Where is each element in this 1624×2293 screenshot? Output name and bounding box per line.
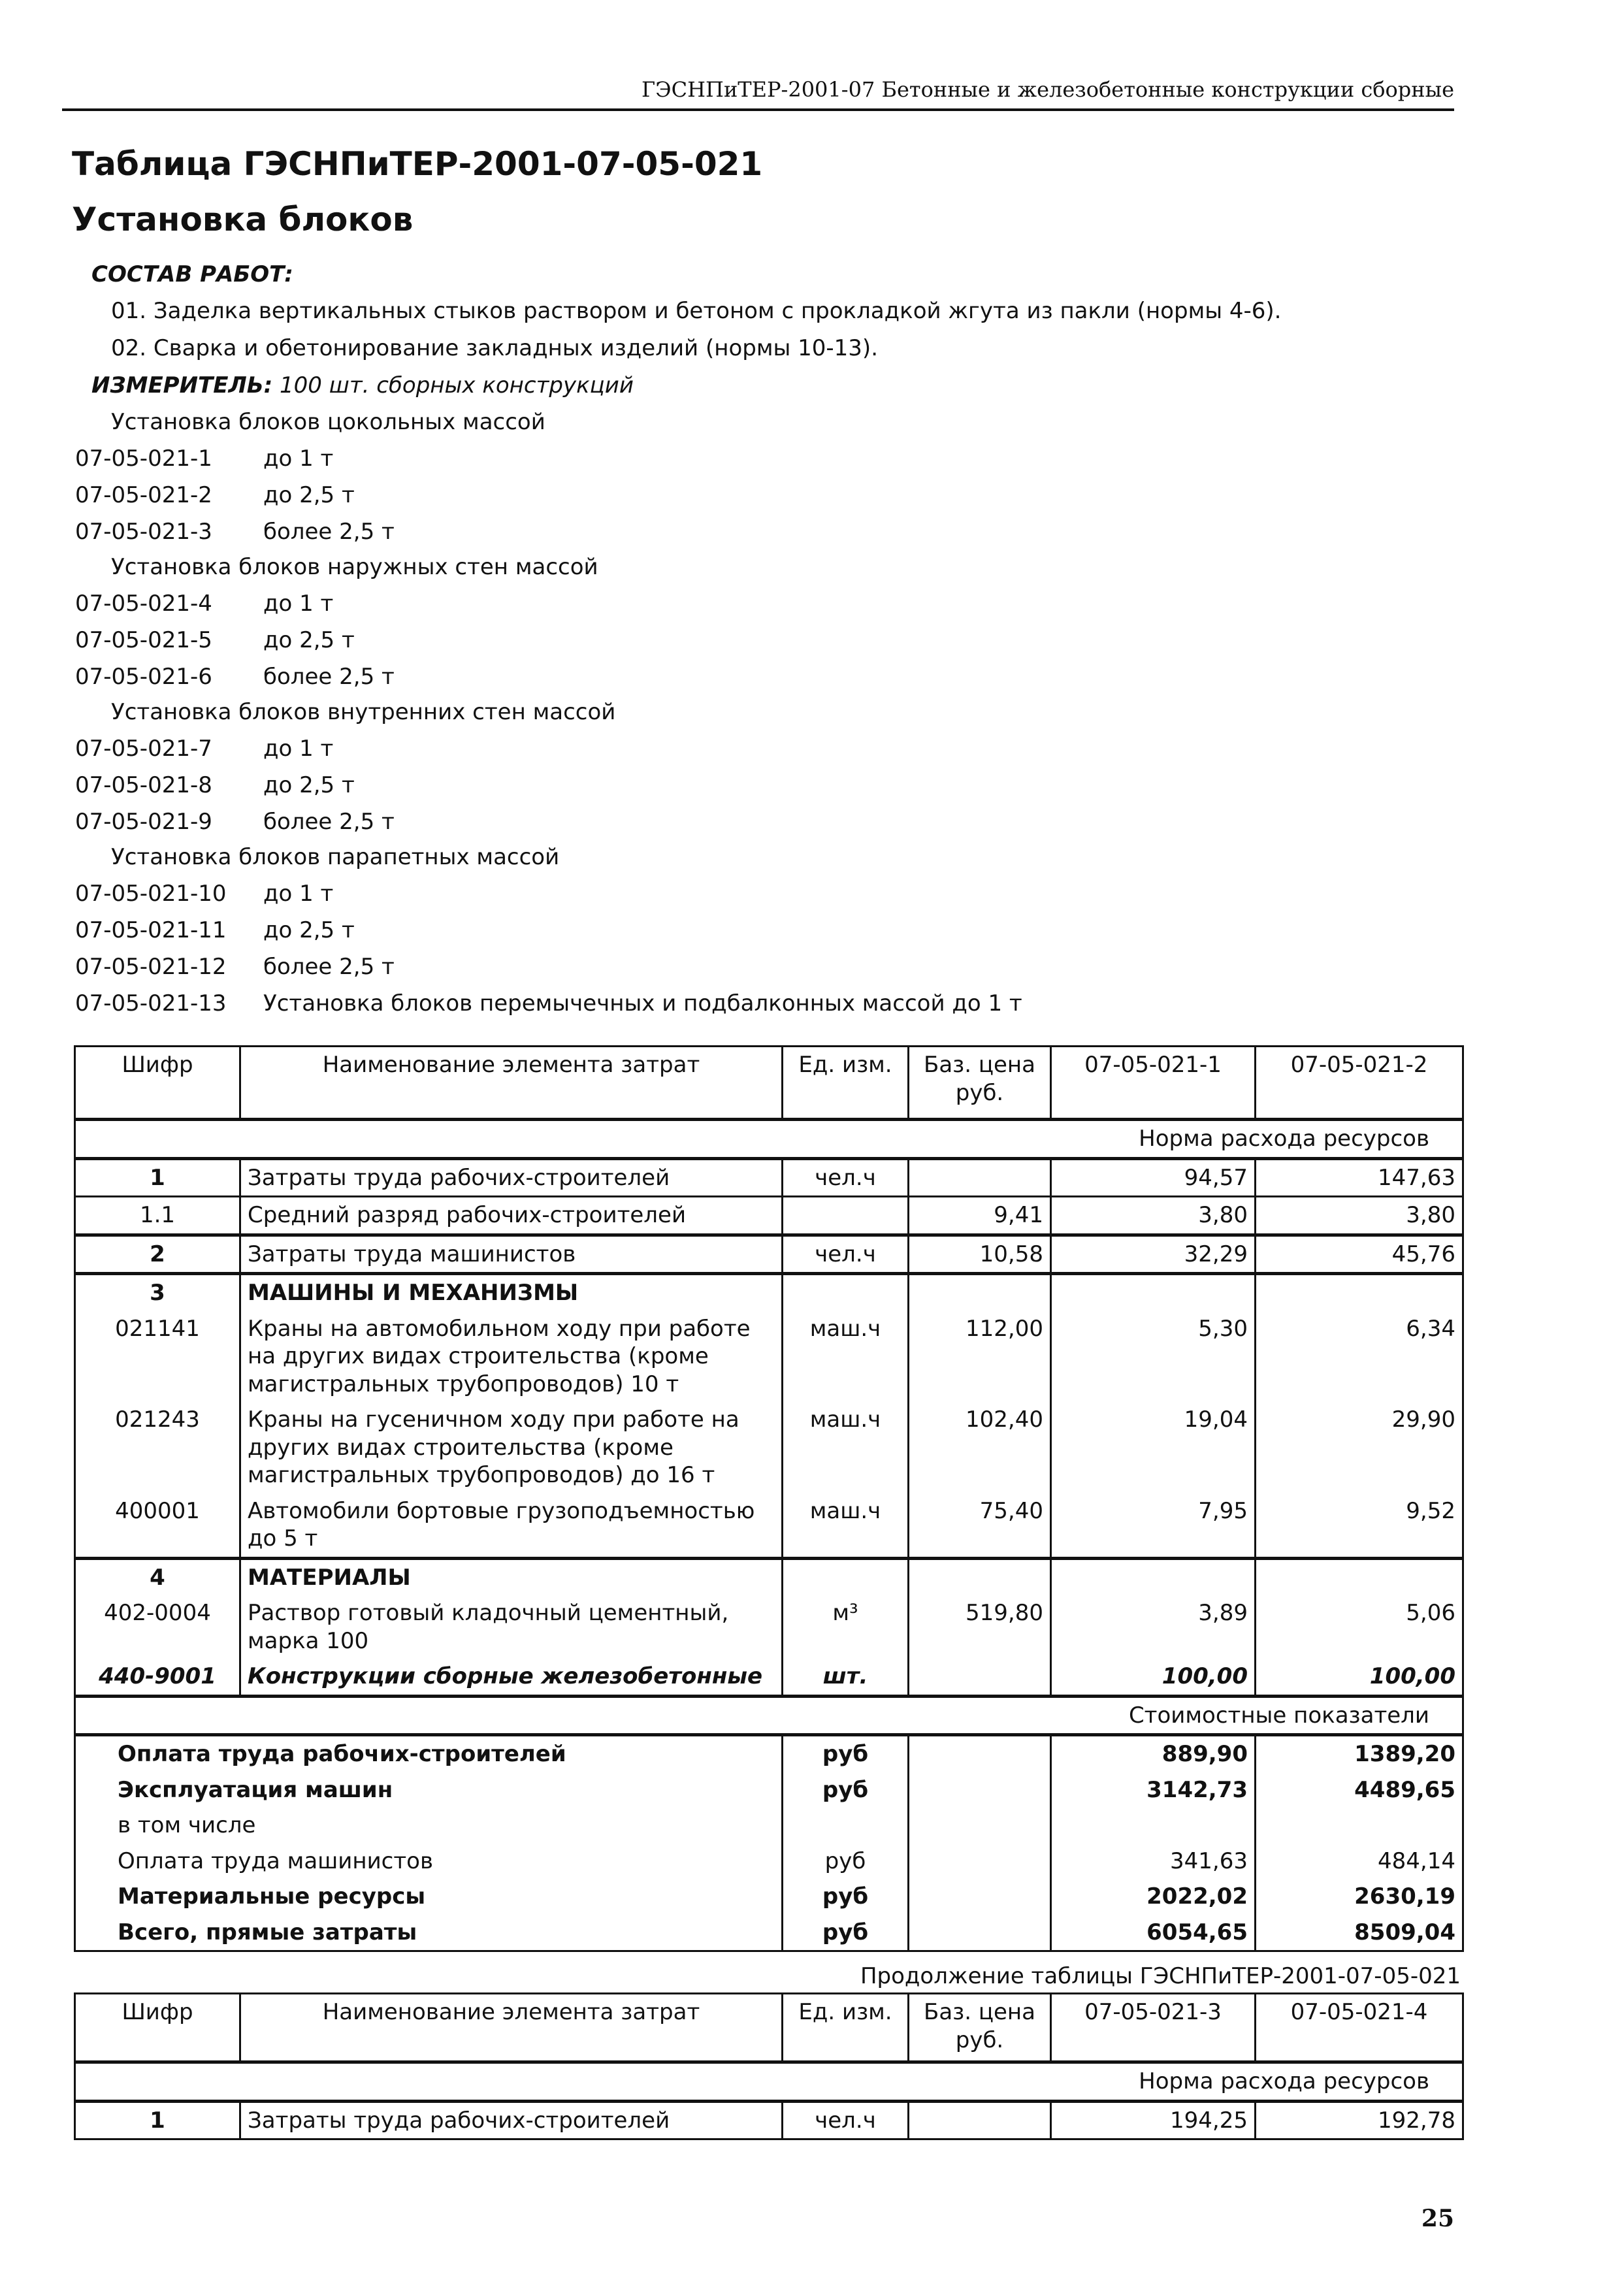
- row-value-1: 3,89: [1051, 1595, 1256, 1659]
- row-price: 519,80: [909, 1595, 1051, 1659]
- empty-cell: [909, 1274, 1051, 1311]
- cost-name: в том числе: [75, 1808, 783, 1844]
- table-row: [75, 1659, 1463, 1696]
- empty-cell: [909, 1772, 1051, 1808]
- empty-cell: [783, 1808, 909, 1844]
- table-row: [75, 1311, 1463, 1403]
- col-header-norm-2: 07-05-021-4: [1256, 1994, 1463, 2062]
- table-row: [75, 1197, 1463, 1235]
- table-row: [75, 1402, 1463, 1493]
- table-header-row: [75, 1994, 1463, 2062]
- empty-cell: [909, 1879, 1051, 1915]
- norm-desc: до 2,5 т: [263, 917, 355, 943]
- cost-row: [75, 1808, 1463, 1844]
- row-name: Краны на гусеничном ходу при работе на других видах строительства (кроме магистральных трубопроводов) до 16 т: [240, 1402, 783, 1493]
- cost-label-row: [75, 1696, 1463, 1735]
- cost-name: Оплата труда рабочих-строителей: [75, 1735, 783, 1772]
- empty-cell: [909, 1558, 1051, 1595]
- group-row: [75, 1274, 1463, 1311]
- norm-desc: Установка блоков перемычечных и подбалконных массой до 1 т: [263, 990, 1022, 1016]
- measure-value: 100 шт. сборных конструкций: [280, 372, 634, 398]
- header-rule: [62, 108, 1454, 111]
- row-code: 021141: [75, 1311, 240, 1403]
- cost-value-2: 4489,65: [1256, 1772, 1463, 1808]
- cost-value-1: 889,90: [1051, 1735, 1256, 1772]
- row-price: [909, 1158, 1051, 1197]
- row-value-1: 94,57: [1051, 1158, 1256, 1197]
- row-unit: маш.ч: [783, 1311, 909, 1403]
- cost-value-2: 2630,19: [1256, 1879, 1463, 1915]
- row-name: Затраты труда машинистов: [240, 1235, 783, 1274]
- row-value-2: 147,63: [1256, 1158, 1463, 1197]
- continuation-caption: Продолжение таблицы ГЭСНПиТЕР-2001-07-05-021: [860, 1963, 1461, 1989]
- table-subtitle: Установка блоков: [72, 201, 414, 238]
- group-title: МАТЕРИАЛЫ: [240, 1558, 783, 1595]
- col-header-norm-1: 07-05-021-3: [1051, 1994, 1256, 2062]
- cost-value-2: 8509,04: [1256, 1915, 1463, 1951]
- row-value-1: 100,00: [1051, 1659, 1256, 1696]
- row-code: 400001: [75, 1493, 240, 1559]
- norm-code: 07-05-021-13: [75, 990, 227, 1016]
- table-header-row: [75, 1047, 1463, 1120]
- work-item: 01. Заделка вертикальных стыков раствором и бетоном с прокладкой жгута из пакли (нормы 4-6).: [111, 298, 1282, 324]
- section-title: Установка блоков парапетных массой: [111, 844, 560, 870]
- row-value-2: 45,76: [1256, 1235, 1463, 1274]
- table-row: [75, 1493, 1463, 1559]
- col-header-name: Наименование элемента затрат: [240, 1047, 783, 1120]
- table-row: [75, 1158, 1463, 1197]
- row-value-2: 100,00: [1256, 1659, 1463, 1696]
- row-name: Затраты труда рабочих-строителей: [240, 1158, 783, 1197]
- row-name: Раствор готовый кладочный цементный, марка 100: [240, 1595, 783, 1659]
- cost-unit: руб: [783, 1879, 909, 1915]
- norm-desc: более 2,5 т: [263, 519, 395, 545]
- row-code: 2: [75, 1235, 240, 1274]
- cost-unit: руб: [783, 1844, 909, 1879]
- row-unit: маш.ч: [783, 1402, 909, 1493]
- norm-desc: более 2,5 т: [263, 809, 395, 835]
- row-unit: м³: [783, 1595, 909, 1659]
- cost-value-1: 2022,02: [1051, 1879, 1256, 1915]
- section-title: Установка блоков внутренних стен массой: [111, 699, 616, 725]
- row-name: Конструкции сборные железобетонные: [240, 1659, 783, 1696]
- cost-row: [75, 1844, 1463, 1879]
- col-header-unit: Ед. изм.: [783, 1047, 909, 1120]
- norm-code: 07-05-021-7: [75, 736, 212, 762]
- norm-desc: более 2,5 т: [263, 664, 395, 690]
- group-row: [75, 1558, 1463, 1595]
- row-price: [909, 1659, 1051, 1696]
- cost-unit: руб: [783, 1915, 909, 1951]
- cost-value-1: 3142,73: [1051, 1772, 1256, 1808]
- norma-row: [75, 1120, 1463, 1159]
- row-value-1: 32,29: [1051, 1235, 1256, 1274]
- norm-code: 07-05-021-8: [75, 772, 212, 798]
- norm-code: 07-05-021-11: [75, 917, 227, 943]
- norm-code: 07-05-021-10: [75, 881, 227, 907]
- table-row: [75, 2101, 1463, 2139]
- cost-label: Стоимостные показатели: [75, 1696, 1463, 1735]
- cost-unit: руб: [783, 1735, 909, 1772]
- row-price: 75,40: [909, 1493, 1051, 1559]
- norm-desc: до 1 т: [263, 881, 334, 907]
- row-price: 112,00: [909, 1311, 1051, 1403]
- running-header: ГЭСНПиТЕР-2001-07 Бетонные и железобетонные конструкции сборные: [641, 77, 1454, 102]
- cost-unit: руб: [783, 1772, 909, 1808]
- measure-label: ИЗМЕРИТЕЛЬ:: [91, 372, 273, 398]
- norm-desc: до 2,5 т: [263, 482, 355, 508]
- cost-name: Всего, прямые затраты: [75, 1915, 783, 1951]
- row-unit: маш.ч: [783, 1493, 909, 1559]
- empty-cell: [1256, 1274, 1463, 1311]
- col-header-price: Баз. цена руб.: [909, 1994, 1051, 2062]
- norma-label: Норма расхода ресурсов: [75, 2062, 1463, 2102]
- cost-value-1: 341,63: [1051, 1844, 1256, 1879]
- row-price: 9,41: [909, 1197, 1051, 1235]
- cost-name: Оплата труда машинистов: [75, 1844, 783, 1879]
- row-code: 021243: [75, 1402, 240, 1493]
- empty-cell: [783, 1274, 909, 1311]
- table-row: [75, 1595, 1463, 1659]
- norm-desc: до 1 т: [263, 446, 334, 472]
- col-header-shifr: Шифр: [75, 1994, 240, 2062]
- row-value-2: 5,06: [1256, 1595, 1463, 1659]
- norm-desc: более 2,5 т: [263, 954, 395, 980]
- norm-desc: до 1 т: [263, 591, 334, 617]
- norm-desc: до 2,5 т: [263, 627, 355, 653]
- empty-cell: [783, 1558, 909, 1595]
- col-header-norm-1: 07-05-021-1: [1051, 1047, 1256, 1120]
- cost-row: [75, 1915, 1463, 1951]
- cost-row: [75, 1879, 1463, 1915]
- cost-row: [75, 1735, 1463, 1772]
- row-value-1: 19,04: [1051, 1402, 1256, 1493]
- row-value-2: 192,78: [1256, 2101, 1463, 2139]
- measure-line: [91, 372, 634, 398]
- col-header-unit: Ед. изм.: [783, 1994, 909, 2062]
- empty-cell: [909, 1735, 1051, 1772]
- row-unit: чел.ч: [783, 1158, 909, 1197]
- cost-value-2: 484,14: [1256, 1844, 1463, 1879]
- cost-row: [75, 1772, 1463, 1808]
- row-value-2: 29,90: [1256, 1402, 1463, 1493]
- resource-table-continued: [74, 1992, 1464, 2140]
- col-header-shifr: Шифр: [75, 1047, 240, 1120]
- row-code: 3: [75, 1274, 240, 1311]
- row-value-2: 3,80: [1256, 1197, 1463, 1235]
- row-code: 1.1: [75, 1197, 240, 1235]
- row-price: 10,58: [909, 1235, 1051, 1274]
- row-code: 440-9001: [75, 1659, 240, 1696]
- row-code: 1: [75, 1158, 240, 1197]
- cost-name: Эксплуатация машин: [75, 1772, 783, 1808]
- row-price: 102,40: [909, 1402, 1051, 1493]
- row-unit: чел.ч: [783, 1235, 909, 1274]
- col-header-norm-2: 07-05-021-2: [1256, 1047, 1463, 1120]
- table-title: Таблица ГЭСНПиТЕР-2001-07-05-021: [72, 145, 763, 183]
- cost-name: Материальные ресурсы: [75, 1879, 783, 1915]
- empty-cell: [1051, 1558, 1256, 1595]
- norm-code: 07-05-021-6: [75, 664, 212, 690]
- section-title: Установка блоков наружных стен массой: [111, 554, 598, 580]
- empty-cell: [909, 1844, 1051, 1879]
- empty-cell: [1256, 1808, 1463, 1844]
- row-value-1: 3,80: [1051, 1197, 1256, 1235]
- table-row: [75, 1235, 1463, 1274]
- work-composition-label: СОСТАВ РАБОТ:: [91, 261, 293, 287]
- row-code: 1: [75, 2101, 240, 2139]
- col-header-name: Наименование элемента затрат: [240, 1994, 783, 2062]
- empty-cell: [1051, 1808, 1256, 1844]
- row-name: Автомобили бортовые грузоподъемностью до 5 т: [240, 1493, 783, 1559]
- row-code: 4: [75, 1558, 240, 1595]
- norm-desc: до 2,5 т: [263, 772, 355, 798]
- row-name: Краны на автомобильном ходу при работе на других видах строительства (кроме магистральных трубопроводов) 10 т: [240, 1311, 783, 1403]
- group-title: МАШИНЫ И МЕХАНИЗМЫ: [240, 1274, 783, 1311]
- section-title: Установка блоков цокольных массой: [111, 409, 545, 435]
- row-unit: [783, 1197, 909, 1235]
- empty-cell: [1256, 1558, 1463, 1595]
- norm-code: 07-05-021-12: [75, 954, 227, 980]
- empty-cell: [909, 1808, 1051, 1844]
- resource-table: [74, 1045, 1464, 1952]
- norm-code: 07-05-021-1: [75, 446, 212, 472]
- row-value-2: 6,34: [1256, 1311, 1463, 1403]
- norma-label: Норма расхода ресурсов: [75, 1120, 1463, 1159]
- row-price: [909, 2101, 1051, 2139]
- cost-value-1: 6054,65: [1051, 1915, 1256, 1951]
- row-value-2: 9,52: [1256, 1493, 1463, 1559]
- col-header-price: Баз. цена руб.: [909, 1047, 1051, 1120]
- page-number: 25: [1421, 2205, 1454, 2232]
- row-value-1: 194,25: [1051, 2101, 1256, 2139]
- norm-code: 07-05-021-2: [75, 482, 212, 508]
- cost-value-2: 1389,20: [1256, 1735, 1463, 1772]
- norm-code: 07-05-021-3: [75, 519, 212, 545]
- empty-cell: [1051, 1274, 1256, 1311]
- row-value-1: 5,30: [1051, 1311, 1256, 1403]
- work-item: 02. Сварка и обетонирование закладных изделий (нормы 10-13).: [111, 335, 878, 361]
- row-name: Средний разряд рабочих-строителей: [240, 1197, 783, 1235]
- row-code: 402-0004: [75, 1595, 240, 1659]
- norm-desc: до 1 т: [263, 736, 334, 762]
- row-unit: шт.: [783, 1659, 909, 1696]
- norma-row: [75, 2062, 1463, 2102]
- norm-code: 07-05-021-5: [75, 627, 212, 653]
- row-unit: чел.ч: [783, 2101, 909, 2139]
- row-name: Затраты труда рабочих-строителей: [240, 2101, 783, 2139]
- norm-code: 07-05-021-9: [75, 809, 212, 835]
- empty-cell: [909, 1915, 1051, 1951]
- row-value-1: 7,95: [1051, 1493, 1256, 1559]
- norm-code: 07-05-021-4: [75, 591, 212, 617]
